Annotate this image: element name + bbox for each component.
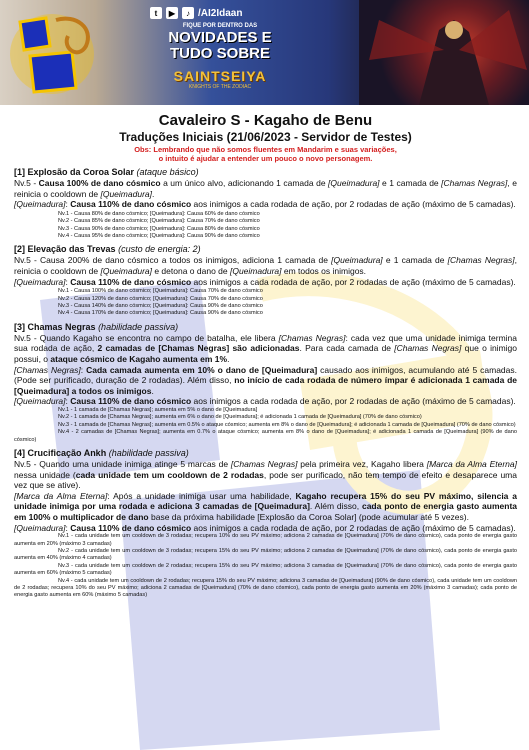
text: . — [151, 188, 155, 199]
text: : — [65, 396, 71, 407]
status-description — [14, 199, 517, 210]
text: base da próxima habilidade [Explosão da Coroa Solar] (pode acumular até 5 vezes). — [148, 511, 469, 522]
level-list — [58, 288, 517, 318]
text: Causa 100% de dano cósmico — [38, 178, 161, 188]
skill-section-4 — [14, 448, 517, 600]
text: que o inimigo possui, o — [14, 343, 517, 364]
text: , e reinicia o cooldown de — [14, 178, 517, 199]
text: . Além disso, — [309, 501, 362, 512]
text: e detona o dano de — [151, 266, 230, 276]
text: nessa unidade ( — [14, 469, 76, 480]
level-item: Nv.2 - Causa 120% de dano cósmico; [Queimadura]: Causa 70% de dano cósmico — [58, 295, 263, 302]
text: aos inimigos a cada rodada de ação, por 2 rodadas de ação (máximo de 5 camadas). — [191, 199, 516, 210]
skill-name: [2] Elevação das Trevas — [14, 244, 116, 255]
level-item: Nv.3 - 1 camada de [Chamas Negras]; aumenta em 0.5% o ataque cósmico; aumenta em 8% o dano de [Queimadura]; é adicionada 1 camada de [Queimadura] (70% de dano cósmico) — [58, 421, 516, 428]
keyword: [Chamas Negras] — [230, 459, 298, 469]
keyword: [Chamas Negras] — [14, 364, 81, 375]
level-list — [14, 533, 517, 600]
level-item: Nv.2 - Causa 85% de dano cósmico; [Queimadura]: Causa 70% de dano cósmico — [58, 218, 260, 225]
text: : Após a unidade inimiga usar uma habilidade, — [107, 490, 296, 501]
level-item: Nv.3 - Causa 90% de dano cósmico; [Queimadura]: Causa 80% de dano cósmico — [58, 225, 260, 232]
skill-description — [14, 459, 517, 491]
level-list — [58, 211, 517, 241]
skill-description — [14, 333, 517, 365]
status-description — [14, 491, 517, 523]
level-item: Nv.2 - cada unidade tem um cooldown de 3 rodadas; recupera 15% do seu PV máximo; adiciona 2 camadas de [Queimadura] (70% de dano cósmico), cada ponto de energia gasto aumenta em 40% (máximo 4 camadas) — [14, 547, 517, 562]
saint-seiya-logo — [145, 68, 295, 98]
keyword: [Queimadura] — [14, 522, 66, 533]
status-description — [14, 523, 517, 534]
skill-heading — [14, 167, 517, 178]
text: : — [65, 522, 71, 533]
skill-heading — [14, 244, 517, 255]
text: ataque cósmico de Kagaho aumenta em 1% — [50, 354, 228, 364]
text: Causa 110% de dano cósmico — [70, 276, 192, 287]
level-item: Nv.3 - Causa 140% de dano cósmico; [Queimadura]: Causa 90% de dano cósmico — [58, 303, 263, 309]
skill-type: (custo de energia: 2) — [118, 244, 201, 255]
level-item: Nv.3 - cada unidade tem um cooldown de 2 rodadas; recupera 15% do seu PV máximo; adiciona 3 camadas de [Queimadura] (70% de dano cósmico), cada ponto de energia gasto aumenta em 60% (máximo 5 camadas) — [14, 562, 517, 577]
keyword: [Queimadura] — [14, 276, 66, 287]
text: 2 camadas de [Chamas Negras] são adicionadas — [97, 343, 300, 354]
skill-type: (ataque básico) — [136, 167, 199, 177]
keyword: [Queimadura] — [229, 266, 282, 276]
text: cada unidade tem um cooldown de 2 rodadas — [75, 469, 264, 480]
status-description — [14, 277, 517, 288]
ai2dan-logo — [6, 6, 98, 98]
keyword: [Chamas Negras] — [447, 255, 515, 266]
disclaimer-line1: Obs: Lembrando que não somos fluentes em Mandarim e suas variações, — [134, 145, 397, 154]
text: : — [65, 199, 71, 210]
document-title: Cavaleiro S - Kagaho de Benu — [158, 112, 373, 129]
level-list — [14, 407, 517, 444]
banner-headline-line1: NOVIDADES E — [168, 29, 272, 46]
status-description — [14, 396, 517, 407]
text: em todos os inimigos. — [281, 266, 367, 276]
logo-icon — [6, 6, 98, 98]
text: : — [65, 276, 71, 287]
kagaho-art-icon — [359, 0, 529, 105]
keyword: [Marca da Alma Eterna] — [426, 459, 517, 469]
skill-heading — [14, 322, 517, 333]
banner-headline — [135, 30, 305, 62]
text: e 1 camada de — [382, 255, 448, 266]
level-item: Nv.1 - Causa 100% de dano cósmico; [Queimadura]: Causa 70% de dano cósmico — [58, 288, 263, 295]
text: . — [151, 385, 154, 396]
text: aos inimigos a cada rodada de ação, por 2 rodadas de ação (máximo de 5 camadas). — [191, 396, 516, 407]
keyword: [Marca da Alma Eterna] — [14, 490, 108, 501]
level-item: Nv.4 - 2 camadas de [Chamas Negras]; aumenta em 0.7% o ataque cósmico; aumenta em 8% o dano de [Queimadura]; é adicionada 1 camada de [Queimadura] (90% de dano cósmico) — [14, 429, 517, 443]
text: : cada vez que uma unidade inimiga termina sua rodada de ação, — [14, 332, 517, 354]
level-item: Nv.4 - Causa 95% de dano cósmico; [Queimadura]: Causa 90% de dano cósmico — [58, 233, 260, 239]
skill-description — [14, 178, 517, 199]
text: Causa 110% de dano cósmico — [70, 396, 192, 407]
text: . Para cada camada de — [299, 343, 395, 354]
skill-name: [4] Crucificação Ankh — [14, 448, 107, 458]
level-item: Nv.1 - cada unidade tem um cooldown de 3 rodadas; recupera 10% do seu PV máximo; adiciona 2 camadas de [Queimadura] (70% de dano cósmico), cada ponto de energia gasto aumenta em 20% (máximo 3 camadas) — [14, 533, 517, 547]
text: pela primeira vez, Kagaho libera — [297, 459, 427, 469]
text: aos inimigos a cada rodada de ação, por 2 rodadas de ação (máximo de 5 camadas). — [191, 522, 516, 533]
disclaimer-line2: o intuito é ajudar a entender um pouco o novo personagem. — [158, 154, 373, 163]
disclaimer — [14, 145, 517, 163]
saint-seiya-title: SAINTSEIYA — [173, 68, 267, 84]
youtube-icon: ▶ — [166, 7, 178, 19]
social-handles — [150, 4, 242, 22]
keyword: [Queimadura] — [14, 199, 66, 210]
keyword: [Queimadura] — [100, 188, 152, 199]
skill-section-2 — [14, 244, 517, 317]
keyword: [Queimadura] — [100, 266, 152, 276]
text: e 1 camada de — [379, 178, 442, 188]
keyword: [Queimadura] — [328, 178, 380, 188]
level-item: Nv.4 - Causa 170% de dano cósmico; [Queimadura]: Causa 90% de dano cósmico — [58, 310, 263, 317]
text: cada ponto de energia gasto aumenta em 100% o multiplicador de dano — [14, 501, 518, 522]
saint-seiya-subtitle: KNIGHTS OF THE ZODIAC — [188, 84, 252, 90]
level-item: Nv.1 - 1 camada de [Chamas Negras]; aumenta em 5% o dano de [Queimadura] — [58, 406, 258, 413]
text: : — [80, 364, 87, 375]
text: a um único alvo, adicionando 1 camada de — [160, 178, 329, 188]
text: Nv.5 - Quando Kagaho se encontra no campo de batalha, ele libera — [14, 332, 279, 343]
keyword: [Chamas Negras] — [278, 332, 346, 343]
keyword: [Chamas Negras] — [394, 343, 462, 354]
skill-section-3 — [14, 322, 517, 444]
text: , reinicia o cooldown de — [14, 255, 517, 276]
document-body — [14, 108, 517, 601]
skill-heading — [14, 448, 517, 459]
twitch-icon: t — [150, 7, 162, 19]
keyword: [Queimadura] — [331, 255, 383, 266]
text: Kagaho recupera 15% do seu PV máximo, silencia a unidade inimiga por uma rodada e adiciona 3 camadas de [Queimadura] — [14, 490, 517, 512]
text: Causa 110% de dano cósmico — [70, 522, 192, 533]
level-item: Nv.4 - cada unidade tem um cooldown de 2 rodadas; recupera 15% do seu PV máximo; adiciona 3 camadas de [Queimadura] (90% de dano cósmico), cada unidade tem um cooldown de 2 rodadas; recupera 10% do seu PV máximo; adiciona 2 camadas de [Queimadura] (70% de dano cósmico), cada ponto de energia gasto aumenta em 20% (máximo 3 camadas); cada ponto de energia gasto aumenta em 60% (máximo 5 camadas) — [14, 577, 517, 599]
banner-kicker: FIQUE POR DENTRO DAS — [182, 23, 258, 29]
channel-handle: /AI2Idaan — [198, 7, 243, 19]
skill-name: [1] Explosão da Coroa Solar — [14, 167, 135, 177]
text: causado aos inimigos, acumulando até 5 camadas. (Pode ser purificado, duração de 2 rodadas). Além disso, — [14, 364, 518, 386]
text: . — [227, 354, 230, 364]
level-item: Nv.2 - 1 camada de [Chamas Negras]; aumenta em 6% o dano de [Queimadura]; é adicionada 1 camada de [Queimadura] (70% de dano cósmico) — [58, 414, 422, 421]
skill-type: (habilidade passiva) — [98, 321, 179, 332]
text: Nv.5 - — [14, 178, 39, 188]
text: aos inimigos a cada rodada de ação, por 2 rodadas de ação (máximo de 5 camadas). — [191, 276, 516, 287]
skill-section-1 — [14, 167, 517, 240]
text: , pode ser purificado, não tem tempo de efeito e desaparece uma vez que se ative). — [14, 469, 517, 491]
text: Nv.5 - Causa 200% de dano cósmico a todos os inimigos, adiciona 1 camada de — [14, 255, 332, 266]
level-item: Nv.1 - Causa 80% de dano cósmico; [Queimadura]: Causa 60% de dano cósmico — [58, 210, 260, 217]
keyword: [Chamas Negras] — [441, 178, 508, 188]
tiktok-icon: ♪ — [182, 7, 194, 19]
text: Cada camada aumenta em 10% o dano de [Queimadura] — [86, 364, 318, 375]
character-artwork — [359, 0, 529, 105]
header-banner — [0, 0, 529, 105]
skill-type: (habilidade passiva) — [108, 448, 189, 458]
skill-name: [3] Chamas Negras — [14, 321, 96, 332]
keyword: [Queimadura] — [14, 396, 66, 407]
skill-description — [14, 255, 517, 276]
document-subtitle: Traduções Iniciais (21/06/2023 - Servidor de Testes) — [119, 130, 412, 144]
text: no início de cada rodada de número ímpar é adicionada 1 camada de [Queimadura] a todos os inimigos — [14, 375, 517, 396]
banner-headline-line2: TUDO SOBRE — [169, 45, 270, 62]
status-description — [14, 365, 517, 397]
text: Nv.5 - Quando uma unidade inimiga atinge 5 marcas de — [14, 459, 231, 469]
text: Causa 110% de dano cósmico — [70, 199, 192, 210]
